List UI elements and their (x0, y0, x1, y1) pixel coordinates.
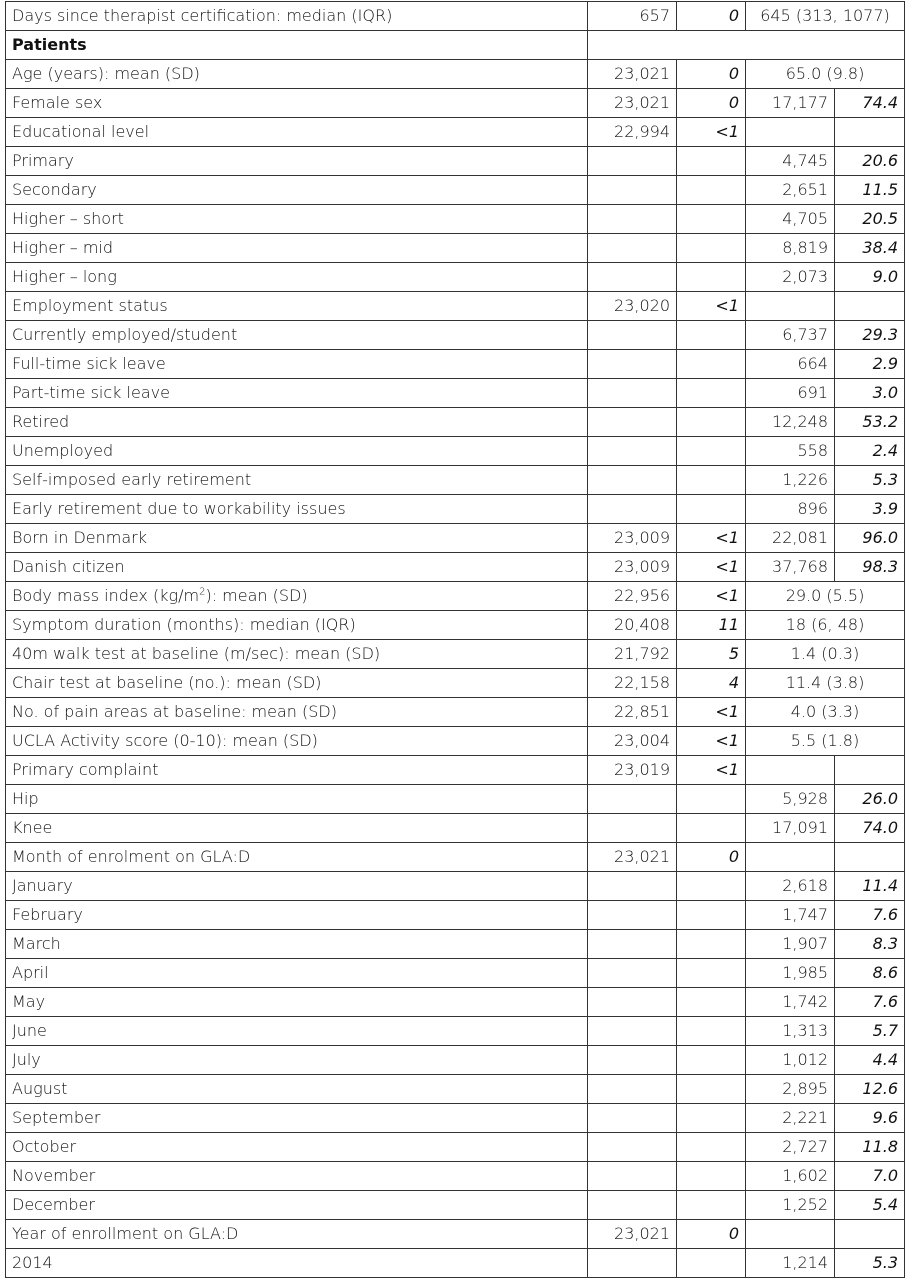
table-row (6, 379, 905, 408)
table-row (6, 640, 905, 669)
subcategory-label: September (6, 1104, 588, 1133)
subcategory-label: Higher – mid (6, 234, 588, 263)
subcategory-label: Secondary (6, 176, 588, 205)
empty-cell (588, 1249, 677, 1278)
percent-cell: 5.4 (835, 1191, 905, 1220)
count-cell: 1,012 (746, 1046, 835, 1075)
n-cell: 22,994 (588, 118, 677, 147)
table-row (6, 205, 905, 234)
empty-cell (677, 1075, 746, 1104)
missing-cell: 0 (677, 2, 746, 31)
label-superscript: 2 (199, 586, 206, 598)
empty-cell (835, 1220, 905, 1249)
label-text: ): mean (SD) (205, 586, 308, 605)
value-cell: 29.0 (5.5) (746, 582, 905, 611)
empty-cell (746, 118, 835, 147)
empty-cell (677, 1191, 746, 1220)
n-cell: 23,004 (588, 727, 677, 756)
table-row (6, 930, 905, 959)
empty-cell (677, 495, 746, 524)
percent-cell: 74.0 (835, 814, 905, 843)
count-cell: 4,745 (746, 147, 835, 176)
n-cell: 23,009 (588, 553, 677, 582)
percent-cell: 20.5 (835, 205, 905, 234)
count-cell: 12,248 (746, 408, 835, 437)
empty-cell (677, 1162, 746, 1191)
value-cell: 1.4 (0.3) (746, 640, 905, 669)
row-label: UCLA Activity score (0-10): mean (SD) (6, 727, 588, 756)
subcategory-label: 2014 (6, 1249, 588, 1278)
empty-cell (588, 1133, 677, 1162)
empty-cell (677, 1133, 746, 1162)
table-row (6, 988, 905, 1017)
empty-cell (677, 1249, 746, 1278)
missing-cell: <1 (677, 698, 746, 727)
percent-cell: 5.3 (835, 1249, 905, 1278)
percent-cell: 98.3 (835, 553, 905, 582)
missing-cell: <1 (677, 292, 746, 321)
missing-cell: <1 (677, 727, 746, 756)
empty-cell (677, 263, 746, 292)
table-row (6, 872, 905, 901)
value-cell: 5.5 (1.8) (746, 727, 905, 756)
table-row (6, 727, 905, 756)
subcategory-label: Unemployed (6, 437, 588, 466)
count-cell: 1,226 (746, 466, 835, 495)
count-cell: 17,091 (746, 814, 835, 843)
table-row (6, 1104, 905, 1133)
missing-cell: 5 (677, 640, 746, 669)
empty-cell (835, 843, 905, 872)
table-row (6, 814, 905, 843)
table-row (6, 785, 905, 814)
empty-cell (588, 31, 905, 60)
table-body (6, 2, 905, 1278)
empty-cell (677, 814, 746, 843)
table-row (6, 1046, 905, 1075)
empty-cell (746, 843, 835, 872)
empty-cell (588, 234, 677, 263)
empty-cell (588, 176, 677, 205)
empty-cell (588, 408, 677, 437)
count-cell: 1,985 (746, 959, 835, 988)
n-cell: 23,021 (588, 89, 677, 118)
count-cell: 17,177 (746, 89, 835, 118)
table-row (6, 553, 905, 582)
subcategory-label: August (6, 1075, 588, 1104)
table-row (6, 118, 905, 147)
table-row (6, 408, 905, 437)
empty-cell (677, 1046, 746, 1075)
count-cell: 1,252 (746, 1191, 835, 1220)
missing-cell: <1 (677, 524, 746, 553)
percent-cell: 26.0 (835, 785, 905, 814)
table-row (6, 466, 905, 495)
empty-cell (746, 756, 835, 785)
table-row (6, 1249, 905, 1278)
empty-cell (835, 292, 905, 321)
table-row (6, 901, 905, 930)
count-cell: 22,081 (746, 524, 835, 553)
count-cell: 1,907 (746, 930, 835, 959)
subcategory-label: Higher – short (6, 205, 588, 234)
empty-cell (677, 205, 746, 234)
empty-cell (588, 437, 677, 466)
section-header: Patients (6, 31, 588, 60)
count-cell: 2,221 (746, 1104, 835, 1133)
percent-cell: 9.0 (835, 263, 905, 292)
empty-cell (677, 147, 746, 176)
row-label: Female sex (6, 89, 588, 118)
empty-cell (588, 205, 677, 234)
subcategory-label: Early retirement due to workability issues (6, 495, 588, 524)
table-row (6, 611, 905, 640)
table-row (6, 959, 905, 988)
subcategory-label: April (6, 959, 588, 988)
missing-cell: 0 (677, 89, 746, 118)
subcategory-label: Higher – long (6, 263, 588, 292)
count-cell: 2,651 (746, 176, 835, 205)
empty-cell (588, 785, 677, 814)
empty-cell (677, 1104, 746, 1133)
table-row (6, 1017, 905, 1046)
n-cell: 23,020 (588, 292, 677, 321)
table-row (6, 1133, 905, 1162)
subcategory-label: January (6, 872, 588, 901)
subcategory-label: Self-imposed early retirement (6, 466, 588, 495)
missing-cell: 0 (677, 1220, 746, 1249)
missing-cell: <1 (677, 553, 746, 582)
missing-cell: 11 (677, 611, 746, 640)
percent-cell: 11.5 (835, 176, 905, 205)
count-cell: 5,928 (746, 785, 835, 814)
table-row (6, 437, 905, 466)
n-cell: 20,408 (588, 611, 677, 640)
n-cell: 22,956 (588, 582, 677, 611)
group-label: Year of enrollment on GLA:D (6, 1220, 588, 1249)
table-row (6, 263, 905, 292)
n-cell: 23,021 (588, 60, 677, 89)
empty-cell (677, 234, 746, 263)
n-cell: 23,019 (588, 756, 677, 785)
group-label: Primary complaint (6, 756, 588, 785)
percent-cell: 12.6 (835, 1075, 905, 1104)
empty-cell (677, 901, 746, 930)
count-cell: 2,727 (746, 1133, 835, 1162)
group-label: Employment status (6, 292, 588, 321)
count-cell: 664 (746, 350, 835, 379)
empty-cell (677, 350, 746, 379)
table-row (6, 1191, 905, 1220)
n-cell: 21,792 (588, 640, 677, 669)
n-cell: 22,158 (588, 669, 677, 698)
subcategory-label: Hip (6, 785, 588, 814)
empty-cell (588, 321, 677, 350)
empty-cell (677, 321, 746, 350)
percent-cell: 29.3 (835, 321, 905, 350)
percent-cell: 4.4 (835, 1046, 905, 1075)
percent-cell: 5.7 (835, 1017, 905, 1046)
missing-cell: 0 (677, 843, 746, 872)
row-label: 40m walk test at baseline (m/sec): mean (SD) (6, 640, 588, 669)
row-label: Age (years): mean (SD) (6, 60, 588, 89)
empty-cell (677, 408, 746, 437)
subcategory-label: November (6, 1162, 588, 1191)
empty-cell (588, 988, 677, 1017)
percent-cell: 3.0 (835, 379, 905, 408)
missing-cell: <1 (677, 582, 746, 611)
empty-cell (588, 350, 677, 379)
row-label: Chair test at baseline (no.): mean (SD) (6, 669, 588, 698)
subcategory-label: Primary (6, 147, 588, 176)
empty-cell (677, 785, 746, 814)
count-cell: 1,214 (746, 1249, 835, 1278)
count-cell: 691 (746, 379, 835, 408)
empty-cell (588, 872, 677, 901)
count-cell: 37,768 (746, 553, 835, 582)
empty-cell (588, 495, 677, 524)
table-row (6, 31, 905, 60)
percent-cell: 8.6 (835, 959, 905, 988)
value-cell: 11.4 (3.8) (746, 669, 905, 698)
table-row (6, 2, 905, 31)
percent-cell: 11.8 (835, 1133, 905, 1162)
characteristics-table (5, 1, 905, 1278)
table-row (6, 1075, 905, 1104)
table-row (6, 1220, 905, 1249)
subcategory-label: Part-time sick leave (6, 379, 588, 408)
missing-cell: <1 (677, 118, 746, 147)
count-cell: 2,073 (746, 263, 835, 292)
count-cell: 2,895 (746, 1075, 835, 1104)
count-cell: 1,747 (746, 901, 835, 930)
group-label: Month of enrolment on GLA:D (6, 843, 588, 872)
value-cell: 645 (313, 1077) (746, 2, 905, 31)
empty-cell (677, 959, 746, 988)
percent-cell: 2.4 (835, 437, 905, 466)
empty-cell (588, 1046, 677, 1075)
subcategory-label: May (6, 988, 588, 1017)
row-label: Symptom duration (months): median (IQR) (6, 611, 588, 640)
empty-cell (588, 901, 677, 930)
empty-cell (588, 147, 677, 176)
empty-cell (588, 930, 677, 959)
missing-cell: <1 (677, 756, 746, 785)
percent-cell: 3.9 (835, 495, 905, 524)
percent-cell: 5.3 (835, 466, 905, 495)
count-cell: 1,602 (746, 1162, 835, 1191)
table-row (6, 321, 905, 350)
table-row (6, 756, 905, 785)
table-row (6, 698, 905, 727)
count-cell: 8,819 (746, 234, 835, 263)
empty-cell (588, 263, 677, 292)
label-text: Body mass index (kg/m (12, 586, 200, 605)
table-row (6, 147, 905, 176)
n-cell: 657 (588, 2, 677, 31)
empty-cell (588, 1075, 677, 1104)
subcategory-label: December (6, 1191, 588, 1220)
count-cell: 1,742 (746, 988, 835, 1017)
percent-cell: 20.6 (835, 147, 905, 176)
n-cell: 23,021 (588, 843, 677, 872)
value-cell: 18 (6, 48) (746, 611, 905, 640)
percent-cell: 8.3 (835, 930, 905, 959)
row-label: No. of pain areas at baseline: mean (SD) (6, 698, 588, 727)
table-row (6, 1162, 905, 1191)
missing-cell: 4 (677, 669, 746, 698)
subcategory-label: October (6, 1133, 588, 1162)
n-cell: 23,021 (588, 1220, 677, 1249)
percent-cell: 7.6 (835, 988, 905, 1017)
empty-cell (835, 118, 905, 147)
empty-cell (677, 176, 746, 205)
percent-cell: 7.6 (835, 901, 905, 930)
subcategory-label: Currently employed/student (6, 321, 588, 350)
empty-cell (588, 959, 677, 988)
empty-cell (588, 1191, 677, 1220)
row-label: Days since therapist certification: median (IQR) (6, 2, 588, 31)
n-cell: 22,851 (588, 698, 677, 727)
empty-cell (677, 1017, 746, 1046)
table-row (6, 89, 905, 118)
empty-cell (588, 1104, 677, 1133)
row-label: Born in Denmark (6, 524, 588, 553)
percent-cell: 96.0 (835, 524, 905, 553)
count-cell: 6,737 (746, 321, 835, 350)
empty-cell (588, 814, 677, 843)
subcategory-label: March (6, 930, 588, 959)
table-row (6, 176, 905, 205)
empty-cell (588, 1162, 677, 1191)
empty-cell (677, 872, 746, 901)
empty-cell (588, 466, 677, 495)
empty-cell (746, 292, 835, 321)
percent-cell: 38.4 (835, 234, 905, 263)
percent-cell: 9.6 (835, 1104, 905, 1133)
row-label: Danish citizen (6, 553, 588, 582)
subcategory-label: Full-time sick leave (6, 350, 588, 379)
value-cell: 4.0 (3.3) (746, 698, 905, 727)
table-row (6, 669, 905, 698)
percent-cell: 2.9 (835, 350, 905, 379)
empty-cell (677, 988, 746, 1017)
empty-cell (677, 379, 746, 408)
subcategory-label: July (6, 1046, 588, 1075)
n-cell: 23,009 (588, 524, 677, 553)
count-cell: 1,313 (746, 1017, 835, 1046)
percent-cell: 74.4 (835, 89, 905, 118)
empty-cell (677, 466, 746, 495)
percent-cell: 7.0 (835, 1162, 905, 1191)
subcategory-label: February (6, 901, 588, 930)
percent-cell: 11.4 (835, 872, 905, 901)
group-label: Educational level (6, 118, 588, 147)
percent-cell: 53.2 (835, 408, 905, 437)
empty-cell (835, 756, 905, 785)
table-row (6, 524, 905, 553)
table-row (6, 582, 905, 611)
row-label (6, 582, 588, 611)
empty-cell (588, 1017, 677, 1046)
table-row (6, 292, 905, 321)
table-row (6, 843, 905, 872)
table-row (6, 234, 905, 263)
count-cell: 896 (746, 495, 835, 524)
empty-cell (677, 930, 746, 959)
count-cell: 558 (746, 437, 835, 466)
count-cell: 2,618 (746, 872, 835, 901)
table-row (6, 60, 905, 89)
count-cell: 4,705 (746, 205, 835, 234)
subcategory-label: June (6, 1017, 588, 1046)
empty-cell (746, 1220, 835, 1249)
subcategory-label: Knee (6, 814, 588, 843)
subcategory-label: Retired (6, 408, 588, 437)
value-cell: 65.0 (9.8) (746, 60, 905, 89)
table-row (6, 350, 905, 379)
table-row (6, 495, 905, 524)
empty-cell (588, 379, 677, 408)
missing-cell: 0 (677, 60, 746, 89)
empty-cell (677, 437, 746, 466)
